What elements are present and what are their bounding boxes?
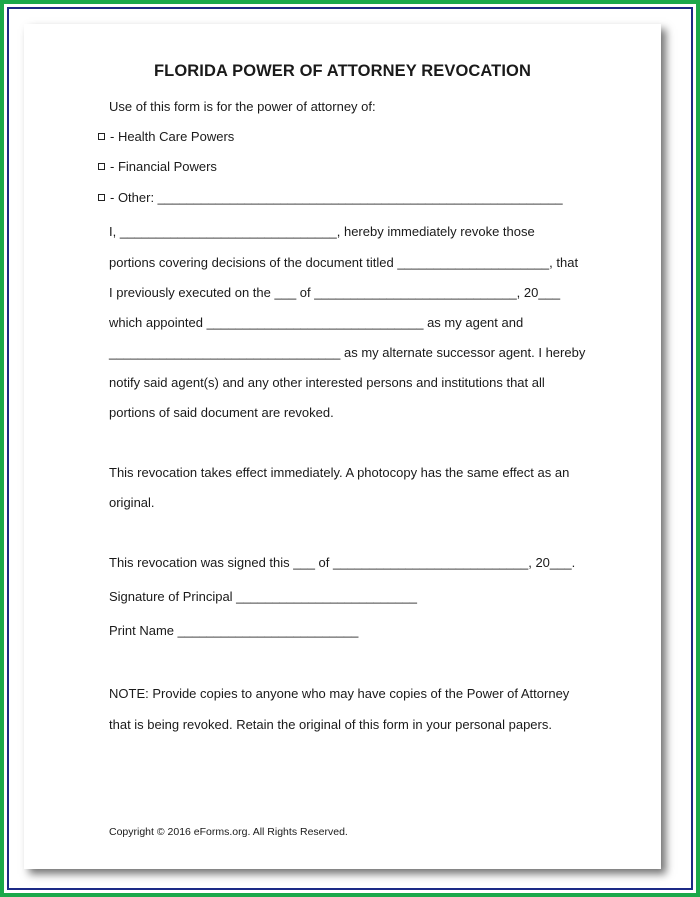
- document-title: FLORIDA POWER OF ATTORNEY REVOCATION: [154, 62, 531, 80]
- copyright-text: Copyright © 2016 eForms.org. All Rights Reserved.: [109, 826, 348, 838]
- revocation-line-3: I previously executed on the ___ of ____________________________, 20___: [109, 285, 561, 300]
- revocation-line-6: notify said agent(s) and any other interested persons and institutions that all: [109, 375, 545, 390]
- effect-line-2: original.: [109, 495, 155, 510]
- option-label: - Financial Powers: [110, 159, 217, 174]
- note-line-1: NOTE: Provide copies to anyone who may have copies of the Power of Attorney: [109, 686, 570, 701]
- option-label: - Other: ________________________________________________________: [110, 190, 563, 205]
- revocation-line-5: ________________________________ as my alternate successor agent. I hereby: [109, 345, 586, 360]
- intro-text: Use of this form is for the power of attorney of:: [109, 99, 376, 114]
- option-health-care[interactable]: [98, 129, 234, 144]
- checkbox-icon[interactable]: [98, 133, 105, 140]
- print-name-line: Print Name _________________________: [109, 623, 359, 638]
- revocation-line-1: I, ______________________________, hereby immediately revoke those: [109, 224, 535, 239]
- option-label: - Health Care Powers: [110, 129, 235, 144]
- note-line-2: that is being revoked. Retain the original of this form in your personal papers.: [109, 717, 552, 732]
- revocation-line-4: which appointed ______________________________ as my agent and: [109, 315, 524, 330]
- effect-line-1: This revocation takes effect immediately. A photocopy has the same effect as an: [109, 465, 570, 480]
- option-financial[interactable]: [98, 159, 217, 174]
- revocation-line-7: portions of said document are revoked.: [109, 405, 334, 420]
- revocation-line-2: portions covering decisions of the document titled _____________________, that: [109, 255, 579, 270]
- checkbox-icon[interactable]: [98, 194, 105, 201]
- signature-line: Signature of Principal _________________________: [109, 589, 417, 604]
- signed-date-line: This revocation was signed this ___ of ___________________________, 20___.: [109, 555, 576, 570]
- checkbox-icon[interactable]: [98, 163, 105, 170]
- document-page: [24, 24, 661, 869]
- option-other[interactable]: [98, 190, 563, 205]
